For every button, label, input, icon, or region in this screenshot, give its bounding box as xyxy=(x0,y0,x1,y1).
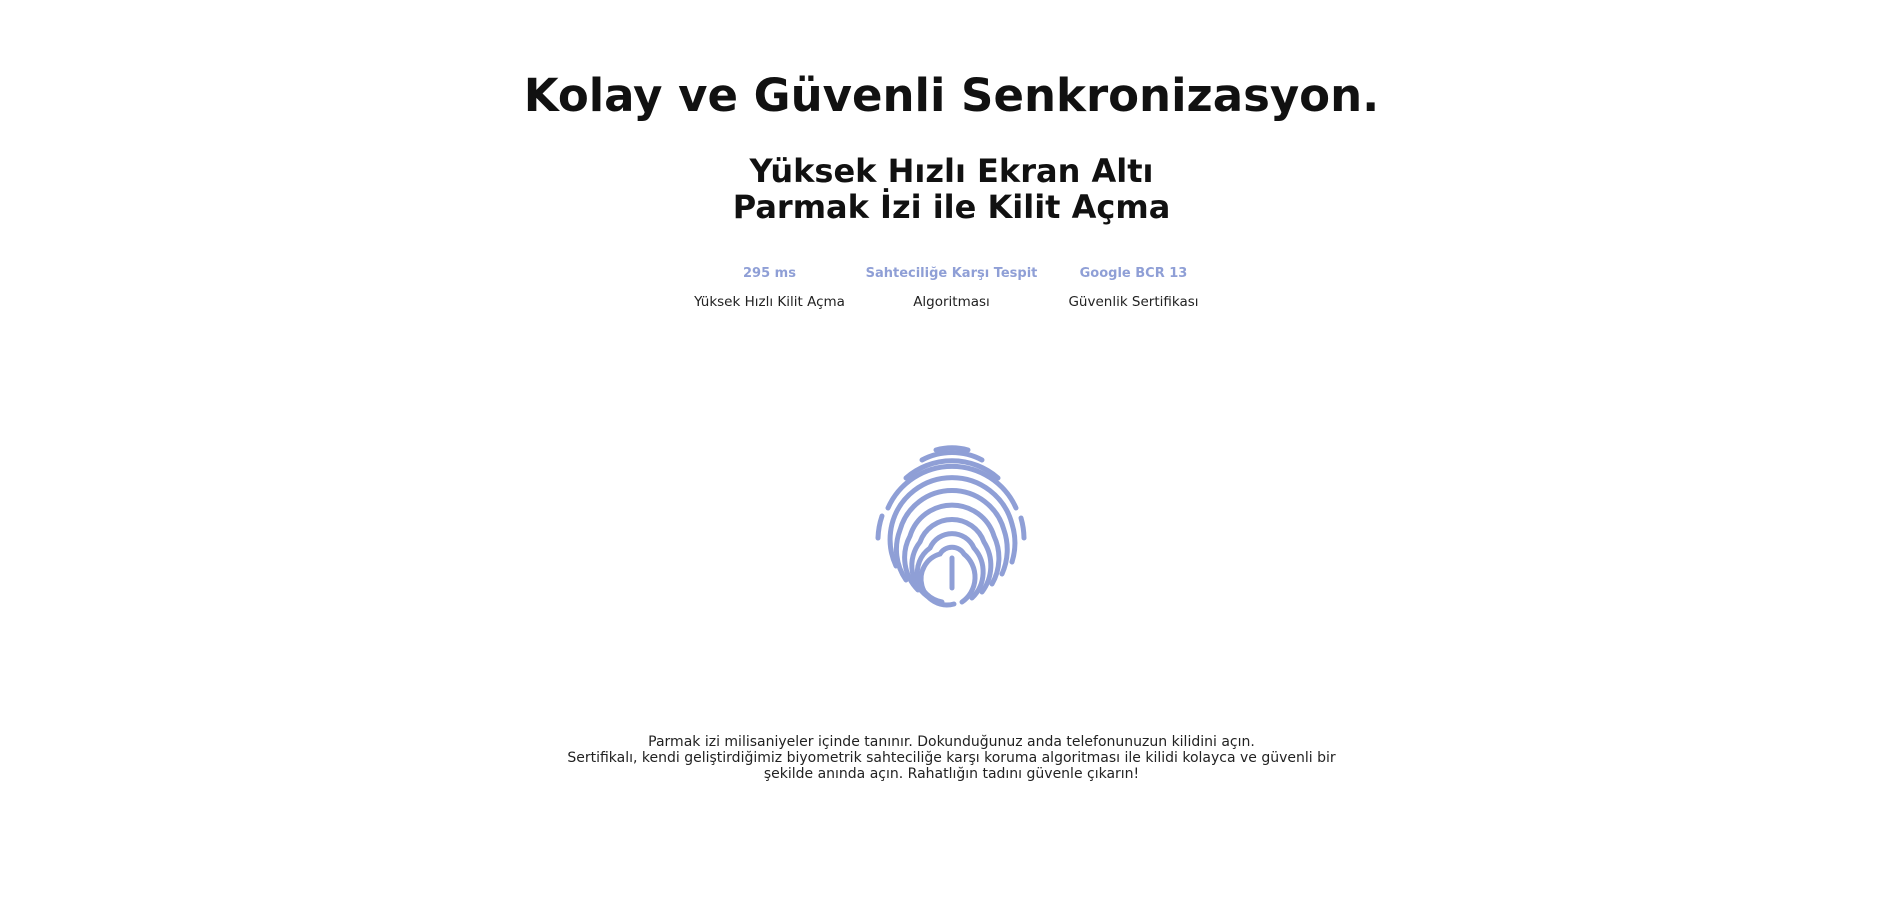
description-line-2: Sertifikalı, kendi geliştirdiğimiz biyometrik sahteciliğe karşı koruma algoritması ile kilidi kolayca ve güvenli bir xyxy=(567,750,1336,766)
description-text xyxy=(0,734,1903,782)
description-line-1: Parmak izi milisaniyeler içinde tanınır. Dokunduğunuz anda telefonunuzun kilidini açın. xyxy=(648,734,1255,750)
subheadline xyxy=(0,153,1903,225)
feature-title: Sahteciliğe Karşı Tespit xyxy=(865,266,1038,281)
feature-description: Güvenlik Sertifikası xyxy=(1068,294,1199,310)
feature-title: Google BCR 13 xyxy=(1079,266,1188,281)
feature-title: 295 ms xyxy=(743,266,796,281)
feature-description: Algoritması xyxy=(913,294,990,310)
description-line-3: şekilde anında açın. Rahatlığın tadını güvenle çıkarın! xyxy=(763,766,1140,782)
subheadline-line-2: Parmak İzi ile Kilit Açma xyxy=(732,188,1171,226)
headline: Kolay ve Güvenli Senkronizasyon. xyxy=(523,69,1380,122)
subheadline-line-1: Yüksek Hızlı Ekran Altı xyxy=(749,152,1154,190)
feature-description: Yüksek Hızlı Kilit Açma xyxy=(694,294,845,310)
feature-certificate xyxy=(1043,265,1225,311)
fingerprint-icon xyxy=(866,438,1038,610)
feature-anti-spoofing xyxy=(861,265,1043,311)
feature-speed xyxy=(679,265,861,311)
feature-list xyxy=(0,265,1903,311)
